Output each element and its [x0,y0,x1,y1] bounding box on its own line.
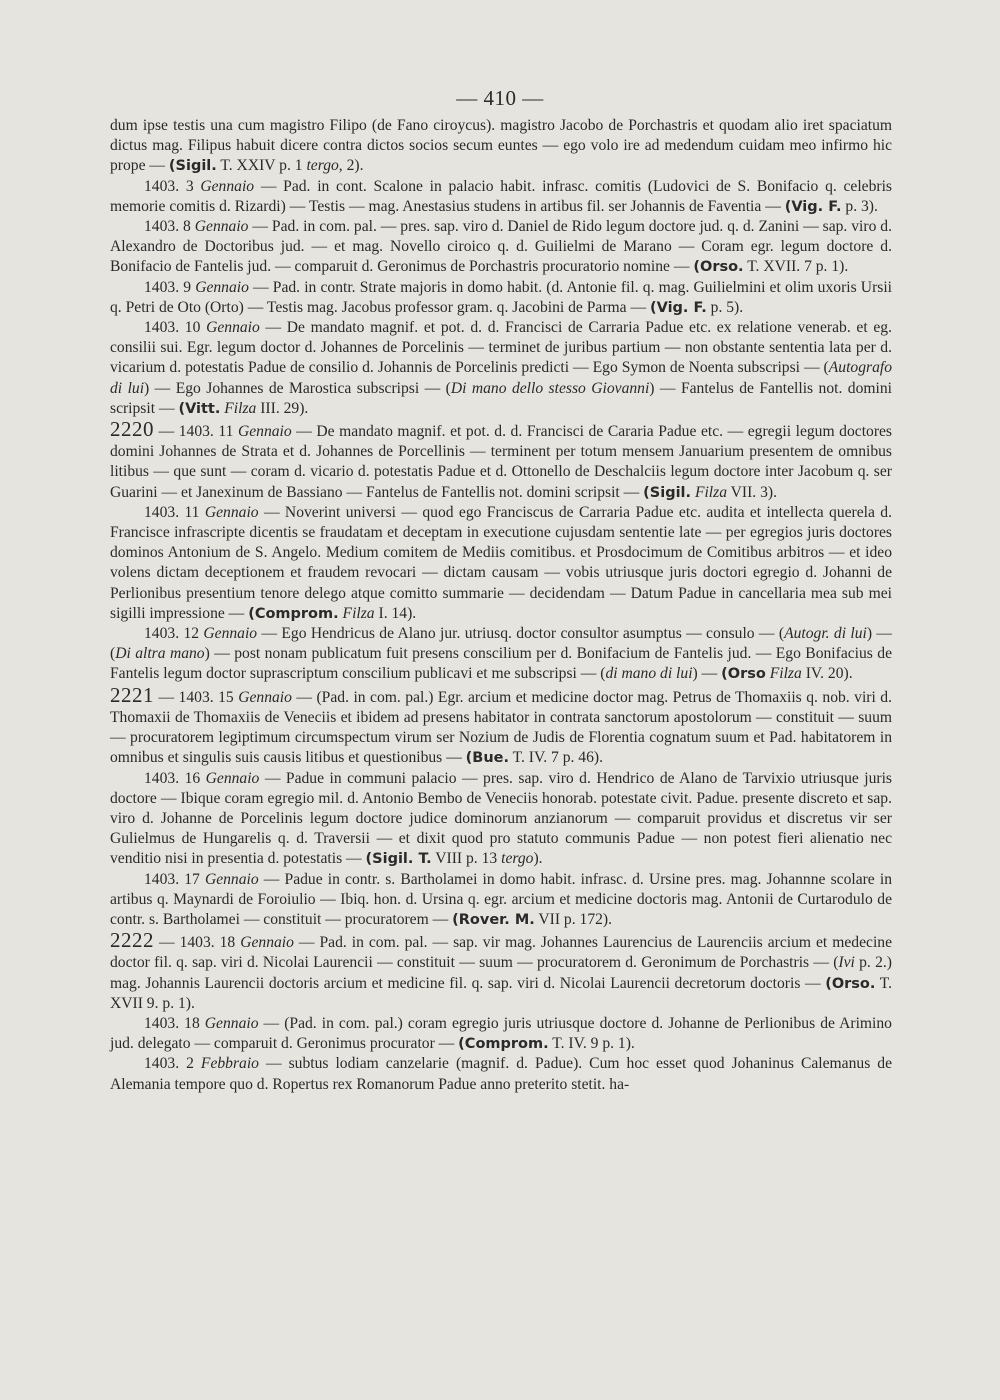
paragraph: 1403. 11 Gennaio — Noverint universi — quod ego Franciscus de Carraria Padue etc. audita et intellecta querela d. Francisce infrascripte dicentis se fraudatam et deceptam in executione cujusdam sententie late — per egregios juris doctores dominos Antonium de S. Angelo. Medium comitem de Mediis comitibus. et Prosdocimum de Comitibus arbitros — et ideo volens dictam deceptionem et fraudem revocari — dictam causam — vobis utriusque juris doctori egregio d. Johanni de Perlionibus presentium tenore delego atque comitto summarie — decidendam — Datum Padue in cancellaria mea sub mei sigilli impressione — (Comprom. Filza I. 14). [110,503,892,622]
paragraph: 1403. 9 Gennaio — Pad. in contr. Strate majoris in domo habit. (d. Antonie fil. q. mag. Guilielmini et olim uxoris Ursii q. Petri de Oto (Orto) — Testis mag. Jacobus professor gram. q. Jacobini de Parma — (Vig. F. p. 5). [110,278,892,316]
paragraph: 1403. 8 Gennaio — Pad. in com. pal. — pres. sap. viro d. Daniel de Rido legum doctore jud. q. d. Zanini — sap. viro d. Alexandro de Doctoribus jud. — et mag. Novello ciroico q. d. Guilielmi de Marano — Coram egr. legum doctore d. Bonifacio de Fantelis jud. — comparuit d. Geronimus de Porchastris procuratorio nomine — (Orso. T. XVII. 7 p. 1). [110,218,893,276]
paragraph: 2222 — 1403. 18 Gennaio — Pad. in com. pal. — sap. vir mag. Johannes Laurencius de Laurenciis arcium et medecine doctor fil. q. sap. viri d. Nicolai Laurencii — constituit — suum — procuratorem d. Geronimum de Porchastris — (Ivi p. 2.) mag. Johannis Laurencii doctoris arcium et medicine fil. q. sap. viri d. Nicolai Laurencii decretorum doctoris — (Orso. T. XVII 9. p. 1). [110,928,892,1012]
paragraph: 1403. 17 Gennaio — Padue in contr. s. Bartholamei in domo habit. infrasc. d. Ursine pres. mag. Johannne scolare in artibus q. Maynardi de Foroiulio — Ibiq. hon. d. Ursina q. egr. arcium et medicine doctoris mag. Antonii de Curtarodulo de contr. s. Bartholamei — constituit — procuratorem — (Rover. M. VII p. 172). [110,870,892,928]
paragraph: 1403. 3 Gennaio — Pad. in cont. Scalone in palacio habit. infrasc. comitis (Ludovici de S. Bonifacio q. celebris memorie comitis d. Rizardi) — Testis — mag. Anestasius studens in artibus fil. ser Johannis de Faventia — (Vig. F. p. 3). [110,177,892,215]
paragraph: 2221 — 1403. 15 Gennaio — (Pad. in com. pal.) Egr. arcium et medicine doctor mag. Petrus de Thomaxiis q. nob. viri d. Thomaxii de Thomaxiis de Veneciis et ibidem ad presens habitator in contrata sanctorum apostolorum — constituit — suum — procuratorem legiptimum circumspectum virum ser Nozium de Judis de Florentia cognatum suum et Pad. habitatorem in omnibus et singulis suis causis litibus et questionibus — (Bue. T. IV. 7 p. 46). [110,682,892,767]
paragraph: dum ipse testis una cum magistro Filipo (de Fano ciroycus). magistro Jacobo de Porchastris et quodam alio iret spaciatum dictus mag. Filipus habuit dicere contra dictos socios secum euntes — ego volo ire ad medendum cuidam meo infirmo hic prope — (Sigil. T. XXIV p. 1 tergo, 2). [110,117,892,175]
paragraph: 1403. 12 Gennaio — Ego Hendricus de Alano jur. utriusq. doctor consultor asumptus — consulo — (Autogr. di lui) — (Di altra mano) — post nonam publicatum fuit presens conscilium per d. Bonifacium de Fantelis jud. — Ego Bonifacius de Fantelis legum doctor suprascriptum conscilium publicavi et me subscripsi — (di mano di lui) — (Orso Filza IV. 20). [110,625,893,683]
paragraph: 1403. 18 Gennaio — (Pad. in com. pal.) coram egregio juris utriusque doctore d. Johanne de Perlionibus de Arimino jud. delegato — comparuit d. Geronimus procurator — (Comprom. T. IV. 9 p. 1). [110,1014,892,1053]
page-number: — 410 — [456,86,544,110]
paragraph: 1403. 16 Gennaio — Padue in communi palacio — pres. sap. viro d. Hendrico de Alano de Tarvixio utriusque juris doctore — Ibique coram egregio mil. d. Antonio Bembo de Veneciis honorab. potestate civit. Padue. presente discreto et sap. viro d. Johanne de Porcelinis legum doctore judice dominorum anzianorum — comparuit providus et discretus vir ser Gulielmus de Hungarelis q. d. Traversii — et dixit quod pro statuto communis Padue — non potest fieri alienatio nec venditio nisi in presentia d. potestatis — (Sigil. T. VIII p. 13 tergo). [110,769,892,868]
paragraph: 1403. 2 Febbraio — subtus lodiam canzelarie (magnif. d. Padue). Cum hoc esset quod Johaninus Calemanus de Alemania tempore quo d. Ropertus rex Romanorum Padue anno preterito stetit. ha- [110,1055,892,1093]
paragraph: 1403. 10 Gennaio — De mandato magnif. et pot. d. d. Francisci de Carraria Padue etc. ex relatione venerab. et eg. consilii sui. Egr. legum doctor d. Johannes de Porcelinis — terminet de juribus partium — non obstante sententia lata per d. vicarium d. potestatis Padue de consilio d. Johannis de Porcelinis predicti — Ego Symon de Noenta subscripsi — (Autografo di lui) — Ego Johannes de Marostica subscripsi — (Di mano dello stesso Giovanni) — Fantelus de Fantellis not. domini scripsit — (Vitt. Filza III. 29). [110,319,892,417]
paragraph: 2220 — 1403. 11 Gennaio — De mandato magnif. et pot. d. d. Francisci de Cararia Padue etc. — egregii legum doctores domini Johannes de Strata et d. Johannes de Porcellinis — terminent per totum mensem Januarium presentem de omnibus litibus — que sunt — coram d. vicario d. potestatis Padue et d. Ottonello de Deschalciis legum doctore inter Jacobum q. ser Guarini — et Janexinum de Bassiano — Fantelus de Fantellis not. domini scripsit — (Sigil. Filza VII. 3). [110,417,892,501]
document-body [110,116,892,1095]
